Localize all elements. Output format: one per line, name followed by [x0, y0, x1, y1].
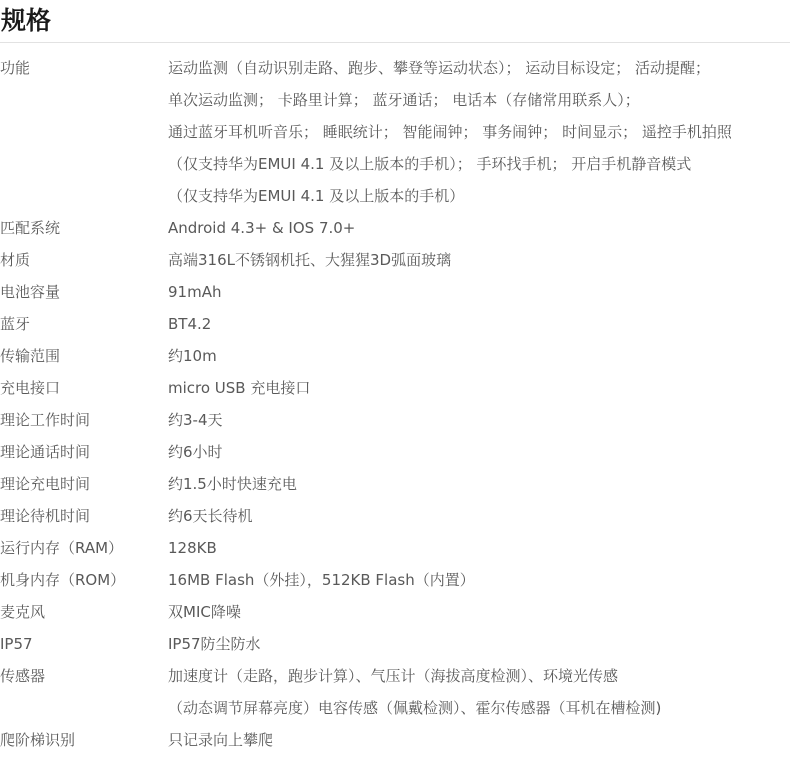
spec-value	[168, 276, 790, 308]
spec-value-line: 91mAh	[168, 283, 222, 301]
spec-value	[168, 468, 790, 500]
spec-value-line: 高端316L不锈钢机托、大猩猩3D弧面玻璃	[168, 251, 452, 269]
spec-label: 传感器	[0, 667, 46, 685]
spec-value-line: micro USB 充电接口	[168, 379, 311, 397]
spec-row-battery	[0, 276, 790, 308]
spec-value	[168, 436, 790, 468]
spec-value	[168, 372, 790, 404]
spec-label: 功能	[0, 59, 31, 77]
spec-row-bluetooth	[0, 308, 790, 340]
spec-value-line: 单次运动监测； 卡路里计算； 蓝牙通话； 电话本（存储常用联系人）；	[168, 91, 640, 109]
spec-value	[168, 724, 790, 756]
spec-label: 理论工作时间	[0, 411, 91, 429]
spec-value	[168, 564, 790, 596]
spec-row-ip57	[0, 628, 790, 660]
spec-row-stair-climb	[0, 724, 790, 756]
spec-label: 理论通话时间	[0, 443, 91, 461]
spec-value-line: 约3-4天	[168, 411, 223, 429]
spec-row-function	[0, 52, 790, 212]
spec-row-range	[0, 340, 790, 372]
spec-value	[168, 308, 790, 340]
spec-label: 传输范围	[0, 347, 61, 365]
spec-value-line: BT4.2	[168, 315, 212, 333]
spec-value-line: （动态调节屏幕亮度）电容传感（佩戴检测）、霍尔传感器（耳机在槽检测)	[168, 699, 662, 717]
spec-row-os-compat	[0, 212, 790, 244]
spec-label: 匹配系统	[0, 219, 61, 237]
spec-value-line: 约10m	[168, 347, 217, 365]
spec-label: 电池容量	[0, 283, 61, 301]
spec-value-line: 运动监测（自动识别走路、跑步、攀登等运动状态）； 运动目标设定； 活动提醒；	[168, 59, 711, 77]
spec-row-standby-time	[0, 500, 790, 532]
spec-value	[168, 52, 790, 212]
spec-value	[168, 340, 790, 372]
spec-label: 机身内存（ROM）	[0, 571, 126, 589]
spec-label: 理论待机时间	[0, 507, 91, 525]
spec-value	[168, 404, 790, 436]
spec-row-rom	[0, 564, 790, 596]
spec-row-microphone	[0, 596, 790, 628]
spec-value-line: 128KB	[168, 539, 217, 557]
spec-value	[168, 532, 790, 564]
spec-table	[0, 52, 790, 756]
spec-row-charge-time	[0, 468, 790, 500]
spec-value-line: 16MB Flash（外挂），512KB Flash（内置）	[168, 571, 475, 589]
spec-value-line: （仅支持华为EMUI 4.1 及以上版本的手机）	[168, 187, 465, 205]
spec-label: 麦克风	[0, 603, 46, 621]
spec-value-line: 通过蓝牙耳机听音乐； 睡眠统计； 智能闹钟； 事务闹钟； 时间显示； 遥控手机拍照	[168, 123, 732, 141]
spec-value-line: 约1.5小时快速充电	[168, 475, 297, 493]
spec-label: 材质	[0, 251, 31, 269]
spec-value	[168, 244, 790, 276]
spec-value-line: Android 4.3+ & IOS 7.0+	[168, 219, 356, 237]
spec-value-line: （仅支持华为EMUI 4.1 及以上版本的手机）； 手环找手机； 开启手机静音模式	[168, 155, 692, 173]
spec-row-sensors	[0, 660, 790, 724]
spec-value	[168, 500, 790, 532]
spec-label: 充电接口	[0, 379, 61, 397]
spec-row-work-time	[0, 404, 790, 436]
spec-label: 爬阶梯识别	[0, 731, 76, 749]
spec-value-line: 只记录向上攀爬	[168, 731, 274, 749]
spec-value	[168, 660, 790, 724]
spec-label: IP57	[0, 635, 33, 653]
spec-row-material	[0, 244, 790, 276]
spec-label: 理论充电时间	[0, 475, 91, 493]
spec-value-line: 双MIC降噪	[168, 603, 241, 621]
page-title: 规格	[0, 6, 790, 43]
spec-label: 蓝牙	[0, 315, 31, 333]
spec-value	[168, 628, 790, 660]
spec-value-line: 加速度计（走路，跑步计算）、气压计（海拔高度检测）、环境光传感	[168, 667, 619, 685]
spec-row-talk-time	[0, 436, 790, 468]
spec-value-line: 约6小时	[168, 443, 223, 461]
spec-label: 运行内存（RAM）	[0, 539, 124, 557]
spec-value	[168, 596, 790, 628]
spec-value-line: 约6天长待机	[168, 507, 253, 525]
spec-row-charging-port	[0, 372, 790, 404]
spec-value-line: IP57防尘防水	[168, 635, 261, 653]
spec-row-ram	[0, 532, 790, 564]
spec-value	[168, 212, 790, 244]
